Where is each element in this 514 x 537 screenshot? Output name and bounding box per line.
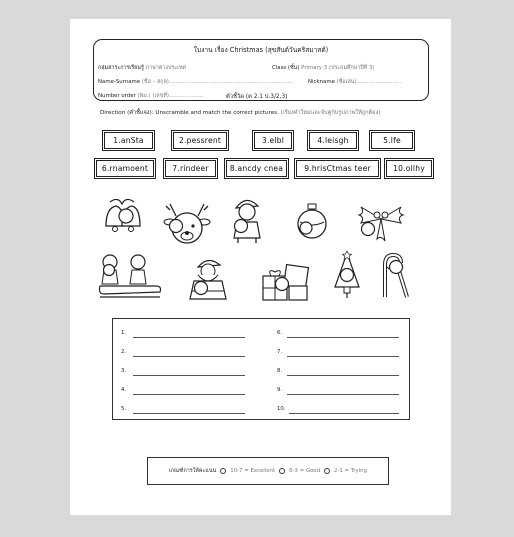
- christmas-tree-icon: [331, 249, 363, 299]
- scrambled-word-2: 2.pessrent: [173, 132, 227, 149]
- indicator-label: ตัวชี้วัด: [226, 94, 244, 100]
- direction-label-th: (คำชี้แจง):: [127, 110, 154, 116]
- criteria-label: เกณฑ์การให้คะแนน: [168, 468, 217, 474]
- direction-text: [100, 109, 380, 117]
- answer-line-8[interactable]: [287, 375, 399, 376]
- scrambled-word-1: 1.anSta: [104, 132, 153, 149]
- answer-number-7: 7.: [277, 349, 283, 355]
- sleigh-icon: [96, 250, 164, 300]
- criteria-good: 6-3 = Good: [289, 468, 321, 474]
- reindeer-icon: [162, 200, 212, 248]
- ornament-icon: [292, 202, 332, 240]
- subject-line: [98, 64, 186, 72]
- scrambled-word-3: 3.elbl: [254, 132, 292, 149]
- answer-line-4[interactable]: [133, 394, 245, 395]
- answer-line-10[interactable]: [289, 413, 399, 414]
- direction-label: Direction: [100, 110, 126, 116]
- answer-number-1: 1.: [121, 330, 127, 336]
- answer-number-9: 9.: [277, 387, 283, 393]
- nickname-label: Nickname: [308, 79, 335, 85]
- answer-number-2: 2.: [121, 349, 127, 355]
- answer-number-10: 10.: [277, 406, 286, 412]
- number-line: Number order (No.) (เลขที่)....................: [98, 93, 204, 99]
- answer-number-6: 6.: [277, 330, 283, 336]
- answer-line-7[interactable]: [287, 356, 399, 357]
- scrambled-word-7: 7.rindeer: [165, 160, 216, 177]
- answer-line-1[interactable]: [133, 337, 245, 338]
- answer-line-5[interactable]: [133, 413, 245, 414]
- direction-instruction: Unscramble and match the correct pictures.: [155, 110, 279, 116]
- presents-icon: [255, 256, 315, 304]
- name-line: Name-Surname (ชื่อ – สกุล)........................................................................: [98, 79, 293, 85]
- answer-number-8: 8.: [277, 368, 283, 374]
- scrambled-word-9: 9.hrisCtmas teer: [296, 160, 379, 177]
- criteria-excellent: 10-7 = Excellent: [230, 468, 276, 474]
- scrambled-word-5: 5.lfe: [371, 132, 413, 149]
- candy-cane-icon: [377, 251, 413, 299]
- answer-box: [112, 318, 410, 420]
- worksheet-page: [70, 19, 451, 515]
- direction-instruction-th: (เรียงคำใหม่และจับคู่กับรูปภาพให้ถูกต้อง): [280, 110, 381, 116]
- holly-icon: [355, 195, 407, 243]
- header-box: [93, 39, 429, 101]
- class-line: [272, 64, 374, 72]
- indicator-value: (ต 2.1 ป.3/2,3): [245, 94, 288, 100]
- worksheet-title: ใบงาน เรื่อง Christmas (สุขสันต์วันคริสมาสต์): [193, 46, 329, 54]
- class-value: Primary 3 (ประถมศึกษาปีที่ 3): [301, 65, 375, 71]
- answer-line-9[interactable]: [287, 394, 399, 395]
- answer-number-5: 5.: [121, 406, 127, 412]
- indicator-line: [226, 91, 287, 101]
- answer-number-4: 4.: [121, 387, 127, 393]
- radio-trying-icon: [324, 468, 330, 474]
- santa-icon: [186, 255, 230, 303]
- bells-icon: [98, 192, 146, 238]
- scrambled-word-10: 10.ollhy: [386, 160, 432, 177]
- answer-line-6[interactable]: [287, 337, 399, 338]
- elf-icon: [228, 194, 266, 244]
- scrambled-word-4: 4.leisgh: [309, 132, 357, 149]
- name-th: (ชื่อ – สกุล): [141, 79, 169, 85]
- answer-line-2[interactable]: [133, 356, 245, 357]
- criteria-trying: 2-1 = Trying: [334, 468, 368, 474]
- answer-number-3: 3.: [121, 368, 127, 374]
- name-label: Name-Surname: [98, 79, 141, 85]
- number-label: Number order: [98, 93, 136, 99]
- nickname-line: Nickname (ชื่อเล่น)..........................: [308, 79, 402, 85]
- radio-good-icon: [279, 468, 285, 474]
- scoring-criteria-box: [147, 457, 389, 485]
- subject-value: ภาษาต่างประเทศ: [145, 65, 186, 71]
- scrambled-word-6: 6.rnamoent: [96, 160, 154, 177]
- number-th: (No.) (เลขที่): [137, 93, 169, 99]
- class-label: Class (ชั้น): [272, 65, 300, 71]
- radio-excellent-icon: [220, 468, 226, 474]
- scrambled-word-8: 8.ancdy cnea: [226, 160, 287, 177]
- nickname-th: (ชื่อเล่น): [336, 79, 357, 85]
- answer-line-3[interactable]: [133, 375, 245, 376]
- subject-label: กลุ่มสาระการเรียนรู้: [98, 65, 144, 71]
